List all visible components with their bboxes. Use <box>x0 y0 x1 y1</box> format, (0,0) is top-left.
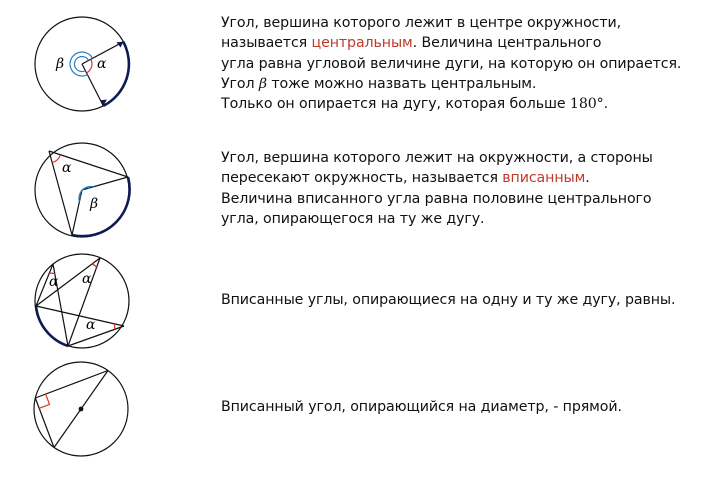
figure-central-angle <box>28 18 138 118</box>
chord <box>35 398 54 448</box>
chord <box>36 306 124 326</box>
text-line: угла, опирающегося на ту же дугу. <box>221 210 485 227</box>
text-line <box>221 94 681 114</box>
beta-label: β <box>56 56 65 72</box>
term-highlight: центральным <box>311 35 413 52</box>
beta-label: β <box>90 196 99 212</box>
text-line <box>221 33 681 53</box>
alpha-angle-mark <box>52 155 60 163</box>
alpha-label: α <box>86 317 96 333</box>
beta-angle-mark-outer <box>70 52 93 76</box>
arc-highlight <box>72 177 130 236</box>
beta-angle-mark-inner <box>74 57 88 72</box>
figure-inscribed-angle <box>28 136 138 246</box>
inscribed-angle-text <box>221 148 653 229</box>
center-point <box>79 407 84 412</box>
alpha-label: α <box>62 160 72 176</box>
arc-highlight <box>103 42 129 106</box>
right-angle-text <box>221 397 622 417</box>
math-symbol: 180° <box>569 96 604 113</box>
alpha-angle-mark <box>92 264 97 267</box>
figure-right-angle <box>28 356 138 466</box>
alpha-label: α <box>49 274 59 290</box>
text-fragment: Только он опирается на дугу, которая больше <box>221 96 570 113</box>
text-fragment: тоже можно назвать центральным. <box>266 75 537 92</box>
chord <box>35 371 108 399</box>
text-line <box>221 74 681 94</box>
text-line <box>221 168 653 188</box>
chord-ab <box>49 151 128 177</box>
text-fragment: . <box>585 170 590 187</box>
text-line: Угол, вершина которого лежит в центре окружности, <box>221 15 622 31</box>
figure-equal-angles <box>28 247 138 357</box>
chord <box>68 326 124 346</box>
text-line: Вписанный угол, опирающийся на диаметр, - прямой. <box>221 399 622 415</box>
term-highlight: вписанным <box>502 170 586 187</box>
text-fragment: называется <box>221 35 312 52</box>
alpha-label: α <box>82 271 92 287</box>
text-line: Вписанные углы, опирающиеся на одну и ту же дугу, равны. <box>221 292 676 308</box>
text-fragment: Угол <box>221 75 259 92</box>
equal-angles-text <box>221 290 675 310</box>
text-line: Угол, вершина которого лежит на окружности, а стороны <box>221 150 653 166</box>
text-line: угла равна угловой величине дуги, на которую он опирается. <box>221 55 682 72</box>
text-line: Величина вписанного угла равна половине центрального <box>221 190 652 207</box>
text-fragment: пересекают окружность, называется <box>221 170 503 187</box>
text-fragment: . Величина центрального <box>412 35 602 52</box>
alpha-angle-mark <box>114 324 115 330</box>
alpha-label: α <box>97 56 107 72</box>
math-symbol: β <box>258 75 267 92</box>
text-fragment: . <box>603 96 609 113</box>
central-angle-text <box>221 13 681 114</box>
